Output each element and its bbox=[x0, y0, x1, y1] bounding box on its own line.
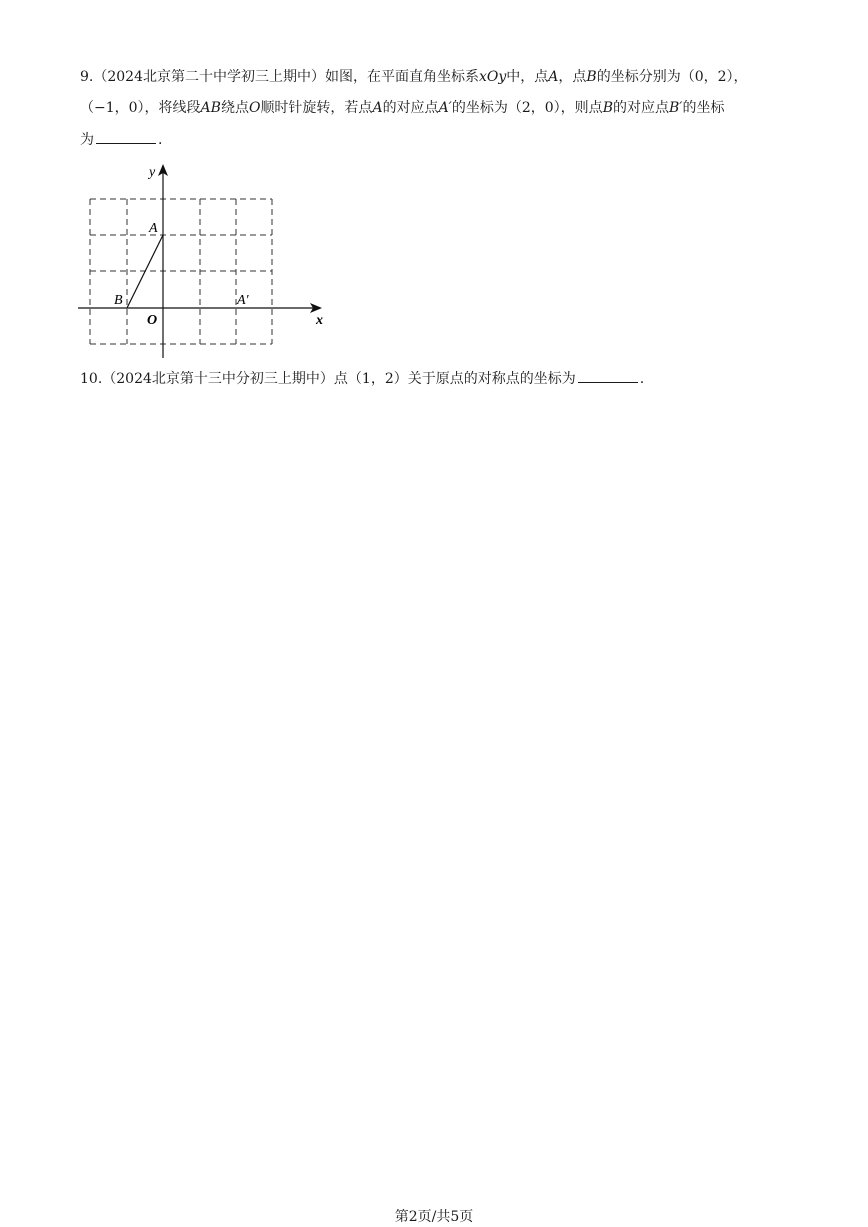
q9-text: 的坐标 bbox=[682, 100, 725, 116]
q10-text: 点（1，2）关于原点的对称点的坐标为 bbox=[333, 371, 576, 387]
q10-source: （2024北京第十三中分初三上期中） bbox=[102, 371, 334, 387]
q9-text: 顺时针旋转，若点 bbox=[260, 100, 373, 116]
q9-var-xoy: xOy bbox=[479, 69, 507, 85]
q9-answer-blank[interactable] bbox=[96, 130, 156, 144]
q9-var-a: A bbox=[372, 100, 383, 116]
q9-line-3 bbox=[80, 130, 162, 149]
dashed-grid bbox=[90, 199, 272, 344]
q9-text: . bbox=[158, 132, 163, 148]
label-o: O bbox=[147, 313, 158, 328]
q9-text: 绕点 bbox=[220, 100, 249, 116]
q9-number: 9. bbox=[80, 69, 94, 85]
label-y: y bbox=[149, 165, 156, 180]
label-a: A bbox=[149, 221, 158, 236]
q10-text: . bbox=[639, 371, 645, 387]
coordinate-figure bbox=[74, 156, 334, 362]
q10-answer-blank[interactable] bbox=[578, 369, 638, 383]
q9-var-b: B bbox=[586, 69, 597, 85]
q9-text: 的对应点 bbox=[382, 100, 439, 116]
label-b: B bbox=[114, 293, 123, 308]
page-footer: 第2页/共5页 bbox=[394, 1209, 474, 1225]
label-x: x bbox=[316, 313, 323, 328]
q9-line-2 bbox=[80, 99, 724, 117]
q9-var-o: O bbox=[248, 100, 261, 116]
q9-text: 中，点 bbox=[506, 69, 549, 85]
q9-text: ，点 bbox=[558, 69, 587, 85]
q9-text: 的坐标为（2，0），则点 bbox=[451, 100, 603, 116]
label-aprime: A′ bbox=[237, 293, 249, 308]
q9-var-b: B bbox=[602, 100, 613, 116]
q9-text: 为 bbox=[80, 132, 94, 148]
q9-text: 如图，在平面直角坐标系 bbox=[325, 69, 479, 85]
q10-line bbox=[80, 369, 644, 388]
q9-var-aprime: A′ bbox=[438, 100, 452, 116]
q9-source: （2024北京第二十中学初三上期中） bbox=[93, 69, 325, 85]
q9-line-1 bbox=[80, 68, 748, 86]
q9-text: 的对应点 bbox=[612, 100, 669, 116]
q9-text: 的坐标分别为（0，2）， bbox=[596, 69, 748, 85]
q9-var-ab: AB bbox=[200, 100, 221, 116]
q9-var-a: A bbox=[548, 69, 559, 85]
q9-var-bprime: B′ bbox=[668, 100, 683, 116]
q10-number: 10. bbox=[80, 371, 103, 387]
q9-text: （−1，0），将线段 bbox=[80, 100, 201, 116]
